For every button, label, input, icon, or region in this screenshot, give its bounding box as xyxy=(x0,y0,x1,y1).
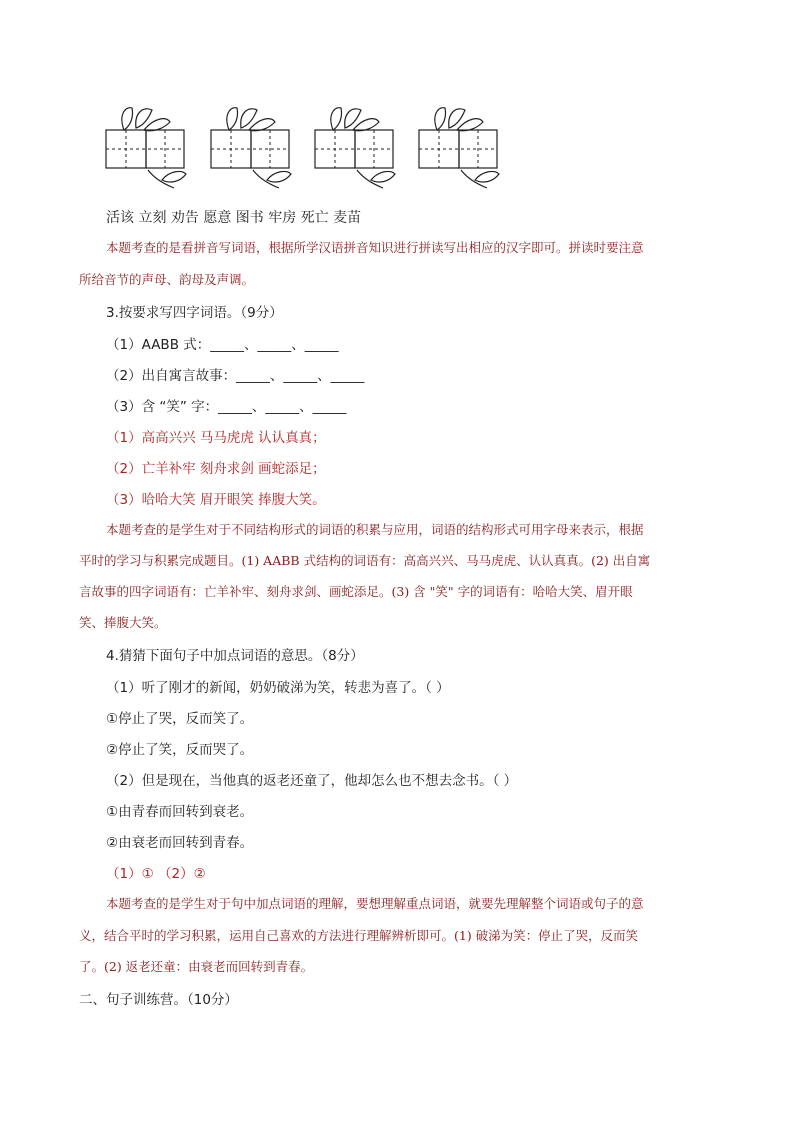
analysis-4-line-1: 本题考查的是学生对于句中加点词语的理解，要想理解重点词语，就要先理解整个词语或句子的意 xyxy=(106,896,644,911)
section-2-heading: 二、句子训练营。（10分） xyxy=(79,992,238,1008)
question-3-item-3: （3）含 “笑” 字：_____、_____、_____ xyxy=(106,399,347,415)
question-3-title: 3.按要求写四字词语。（9分） xyxy=(106,305,283,321)
question-3-answer-2: （2）亡羊补牢 刻舟求剑 画蛇添足； xyxy=(106,461,326,477)
analysis-4-line-3: 了。(2) 返老还童：由衰老而回转到青春。 xyxy=(79,959,314,974)
question-4-sentence-2-option-1: ①由青春而回转到衰老。 xyxy=(106,804,254,820)
question-4-sentence-1: （1）听了刚才的新闻，奶奶破涕为笑，转悲为喜了。（ ） xyxy=(106,680,450,696)
analysis-1-line-2: 所给音节的声母、韵母及声调。 xyxy=(79,272,255,287)
plant-writing-grid-3 xyxy=(313,100,405,195)
question-4-sentence-1-option-2: ②停止了笑，反而哭了。 xyxy=(106,742,254,758)
plant-writing-grid-2 xyxy=(209,100,301,195)
plant-writing-grid-1 xyxy=(104,100,196,195)
question-4-sentence-2-option-2: ②由衰老而回转到青春。 xyxy=(106,835,254,851)
question-3-answer-1: （1）高高兴兴 马马虎虎 认认真真； xyxy=(106,430,326,446)
plant-writing-grid-4 xyxy=(417,100,509,195)
question-4-title: 4.猜猜下面句子中加点词语的意思。（8分） xyxy=(106,648,364,664)
question-3-item-1: （1）AABB 式：_____、_____、_____ xyxy=(106,337,339,353)
question-4-answer: （1）① （2）② xyxy=(106,866,206,882)
analysis-3-line-3: 言故事的四字词语有：亡羊补牢、刻舟求剑、画蛇添足。(3) 含 "笑" 字的词语有：哈哈大笑、眉开眼 xyxy=(79,584,633,599)
analysis-4-line-2: 义，结合平时的学习积累，运用自己喜欢的方法进行理解辨析即可。(1) 破涕为笑：停止了哭，反而笑 xyxy=(79,928,639,943)
analysis-3-line-1: 本题考查的是学生对于不同结构形式的词语的积累与应用，词语的结构形式可用字母来表示，根据 xyxy=(106,522,644,537)
question-3-answer-3: （3）哈哈大笑 眉开眼笑 捧腹大笑。 xyxy=(106,492,326,508)
question-4-sentence-1-option-1: ①停止了哭，反而笑了。 xyxy=(106,711,254,727)
question-4-sentence-2: （2）但是现在，当他真的返老还童了，他却怎么也不想去念书。（ ） xyxy=(106,773,518,789)
analysis-3-line-4: 笑、捧腹大笑。 xyxy=(79,615,167,630)
question-3-item-2: （2）出自寓言故事：_____、_____、_____ xyxy=(106,368,365,384)
analysis-1-line-1: 本题考查的是看拼音写词语，根据所学汉语拼音知识进行拼读写出相应的汉字即可。拼读时要注意 xyxy=(106,240,644,255)
pinyin-answers: 活该 立刻 劝告 愿意 图书 牢房 死亡 麦苗 xyxy=(106,210,362,226)
analysis-3-line-2: 平时的学习与积累完成题目。(1) AABB 式结构的词语有：高高兴兴、马马虎虎、认认真真。(2) 出自寓 xyxy=(79,553,651,568)
